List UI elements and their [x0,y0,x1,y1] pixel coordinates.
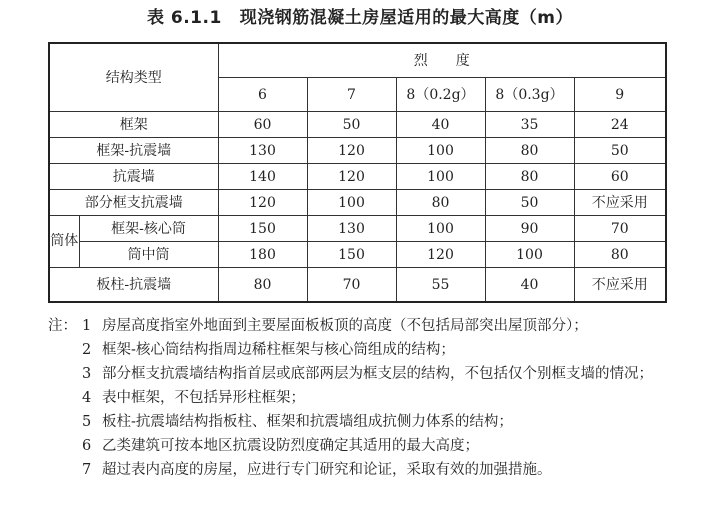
cell: 55 [396,268,485,303]
note-item [48,338,667,362]
row-label: 抗震墙 [49,164,218,190]
row-label: 板柱-抗震墙 [49,268,218,303]
cell: 35 [485,112,574,138]
row-label: 框架-抗震墙 [49,138,218,164]
cell: 60 [218,112,307,138]
note-text: 部分框支抗震墙结构指首层或底部两层为框支层的结构，不包括仅个别框支墙的情况； [102,366,653,382]
note-number: 1 [82,318,92,334]
cell: 130 [218,138,307,164]
table-row [49,242,666,268]
table-row [49,190,666,216]
cell: 140 [218,164,307,190]
row-label: 框架 [49,112,218,138]
table-row [49,112,666,138]
note-item [48,410,667,434]
note-item [48,386,667,410]
note-number: 5 [82,414,92,430]
cell: 80 [485,164,574,190]
column-header: 9 [574,78,666,112]
row-label: 部分框支抗震墙 [49,190,218,216]
cell: 50 [307,112,396,138]
note-item [48,362,667,386]
group-label: 筒体 [49,216,79,268]
note-item [48,314,667,338]
cell: 80 [574,242,666,268]
cell: 不应采用 [574,190,666,216]
note-number: 7 [82,462,92,478]
cell: 40 [485,268,574,303]
cell: 150 [307,242,396,268]
cell: 150 [218,216,307,242]
notes [48,314,667,482]
note-number: 2 [82,342,92,358]
cell: 24 [574,112,666,138]
cell: 80 [485,138,574,164]
cell: 50 [574,138,666,164]
row-label: 框架-核心筒 [79,216,218,242]
cell: 100 [396,164,485,190]
cell: 100 [396,138,485,164]
cell: 100 [485,242,574,268]
header-structure-type: 结构类型 [49,43,218,112]
table-row [49,216,666,242]
table-caption: 现浇钢筋混凝土房屋适用的最大高度（m） [239,8,574,28]
column-header: 8（0.2g） [396,78,485,112]
table-row [49,164,666,190]
header-intensity: 烈 度 [218,43,666,78]
cell: 80 [396,190,485,216]
row-label: 筒中筒 [79,242,218,268]
cell: 80 [218,268,307,303]
column-header: 8（0.3g） [485,78,574,112]
cell: 40 [396,112,485,138]
cell: 70 [574,216,666,242]
cell: 120 [307,138,396,164]
cell: 100 [307,190,396,216]
table-row [49,268,666,303]
note-number: 3 [82,366,92,382]
table-number: 表 6.1.1 [146,8,222,28]
cell: 70 [307,268,396,303]
cell: 120 [218,190,307,216]
column-header: 6 [218,78,307,112]
note-text: 房屋高度指室外地面到主要屋面板板顶的高度（不包括局部突出屋顶部分）； [102,318,588,334]
cell: 不应采用 [574,268,666,303]
table-row [49,138,666,164]
cell: 120 [307,164,396,190]
notes-label: 注： [48,318,77,334]
note-number: 4 [82,390,92,406]
cell: 100 [396,216,485,242]
table-title [0,6,720,30]
note-item [48,434,667,458]
note-text: 框架-核心筒结构指周边稀柱框架与核心筒组成的结构； [102,342,455,358]
cell: 180 [218,242,307,268]
note-text: 超过表内高度的房屋，应进行专门研究和论证，采取有效的加强措施。 [102,462,552,478]
cell: 120 [396,242,485,268]
note-text: 表中框架，不包括异形柱框架； [102,390,305,406]
cell: 60 [574,164,666,190]
note-number: 6 [82,438,92,454]
cell: 90 [485,216,574,242]
note-item [48,458,667,482]
cell: 130 [307,216,396,242]
max-height-table [48,42,667,303]
cell: 50 [485,190,574,216]
column-header: 7 [307,78,396,112]
note-text: 板柱-抗震墙结构指板柱、框架和抗震墙组成抗侧力体系的结构； [102,414,513,430]
note-text: 乙类建筑可按本地区抗震设防烈度确定其适用的最大高度； [102,438,479,454]
